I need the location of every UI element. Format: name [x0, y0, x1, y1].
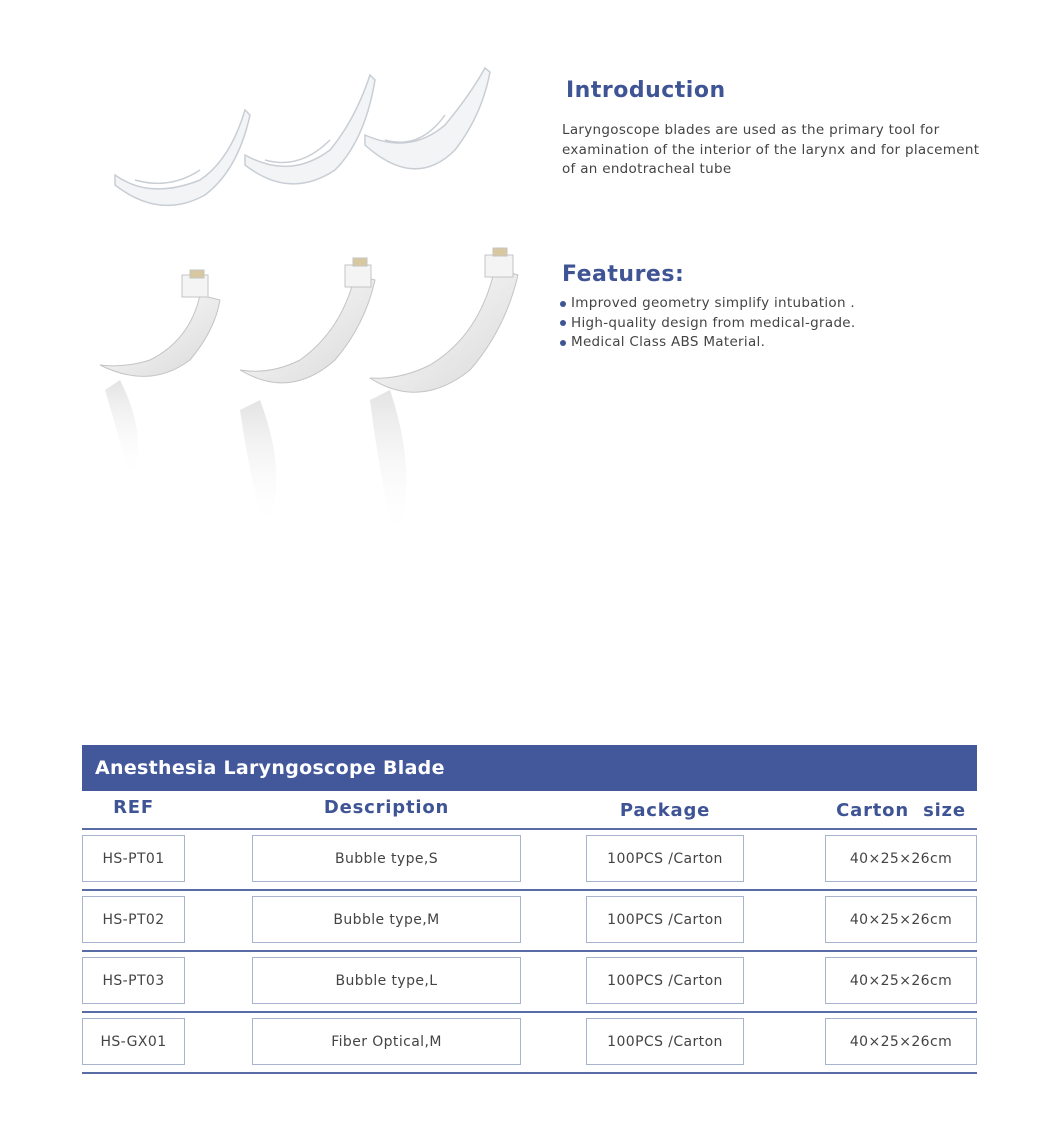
table-title: Anesthesia Laryngoscope Blade [82, 745, 977, 791]
bullet-icon [560, 340, 566, 346]
white-blade-small [100, 270, 220, 376]
row-divider [82, 1072, 977, 1074]
table-row [82, 890, 977, 951]
cell-description: Fiber Optical,M [252, 1018, 521, 1065]
cell-carton-size: 40×25×26cm [825, 957, 977, 1004]
cell-package: 100PCS /Carton [586, 835, 744, 882]
white-blade-large [370, 248, 518, 392]
table-row [82, 951, 977, 1012]
cell-package: 100PCS /Carton [586, 896, 744, 943]
header-description: Description [323, 797, 450, 818]
features-list [560, 294, 856, 353]
cell-package: 100PCS /Carton [586, 957, 744, 1004]
clear-blade-medium [245, 75, 375, 184]
laryngoscope-blades-illustration [90, 60, 530, 550]
clear-blade-large [365, 68, 490, 169]
introduction-text: Laryngoscope blades are used as the primary tool for examination of the interior of the larynx and for placement of an endotracheal tube [562, 122, 980, 177]
feature-item: Medical Class ABS Material. [560, 333, 856, 353]
cell-description: Bubble type,S [252, 835, 521, 882]
table-row [82, 829, 977, 890]
feature-item: High-quality design from medical-grade. [560, 314, 856, 334]
cell-carton-size: 40×25×26cm [825, 896, 977, 943]
cell-carton-size: 40×25×26cm [825, 1018, 977, 1065]
cell-ref: HS-PT02 [82, 896, 185, 943]
feature-item: Improved geometry simplify intubation . [560, 294, 856, 314]
table-row [82, 1012, 977, 1073]
product-table [82, 745, 977, 1073]
cell-ref: HS-GX01 [82, 1018, 185, 1065]
table-header-row [82, 791, 977, 829]
header-carton-size: Carton size [836, 800, 966, 821]
header-package: Package [619, 800, 711, 821]
cell-carton-size: 40×25×26cm [825, 835, 977, 882]
cell-ref: HS-PT03 [82, 957, 185, 1004]
cell-description: Bubble type,M [252, 896, 521, 943]
introduction-title: Introduction [566, 78, 726, 103]
clear-blade-small [115, 110, 250, 205]
features-title: Features: [562, 262, 685, 287]
cell-description: Bubble type,L [252, 957, 521, 1004]
header-ref: REF [113, 797, 154, 818]
bullet-icon [560, 301, 566, 307]
white-blade-medium [240, 258, 375, 383]
cell-ref: HS-PT01 [82, 835, 185, 882]
product-images [90, 60, 530, 550]
cell-package: 100PCS /Carton [586, 1018, 744, 1065]
bullet-icon [560, 320, 566, 326]
